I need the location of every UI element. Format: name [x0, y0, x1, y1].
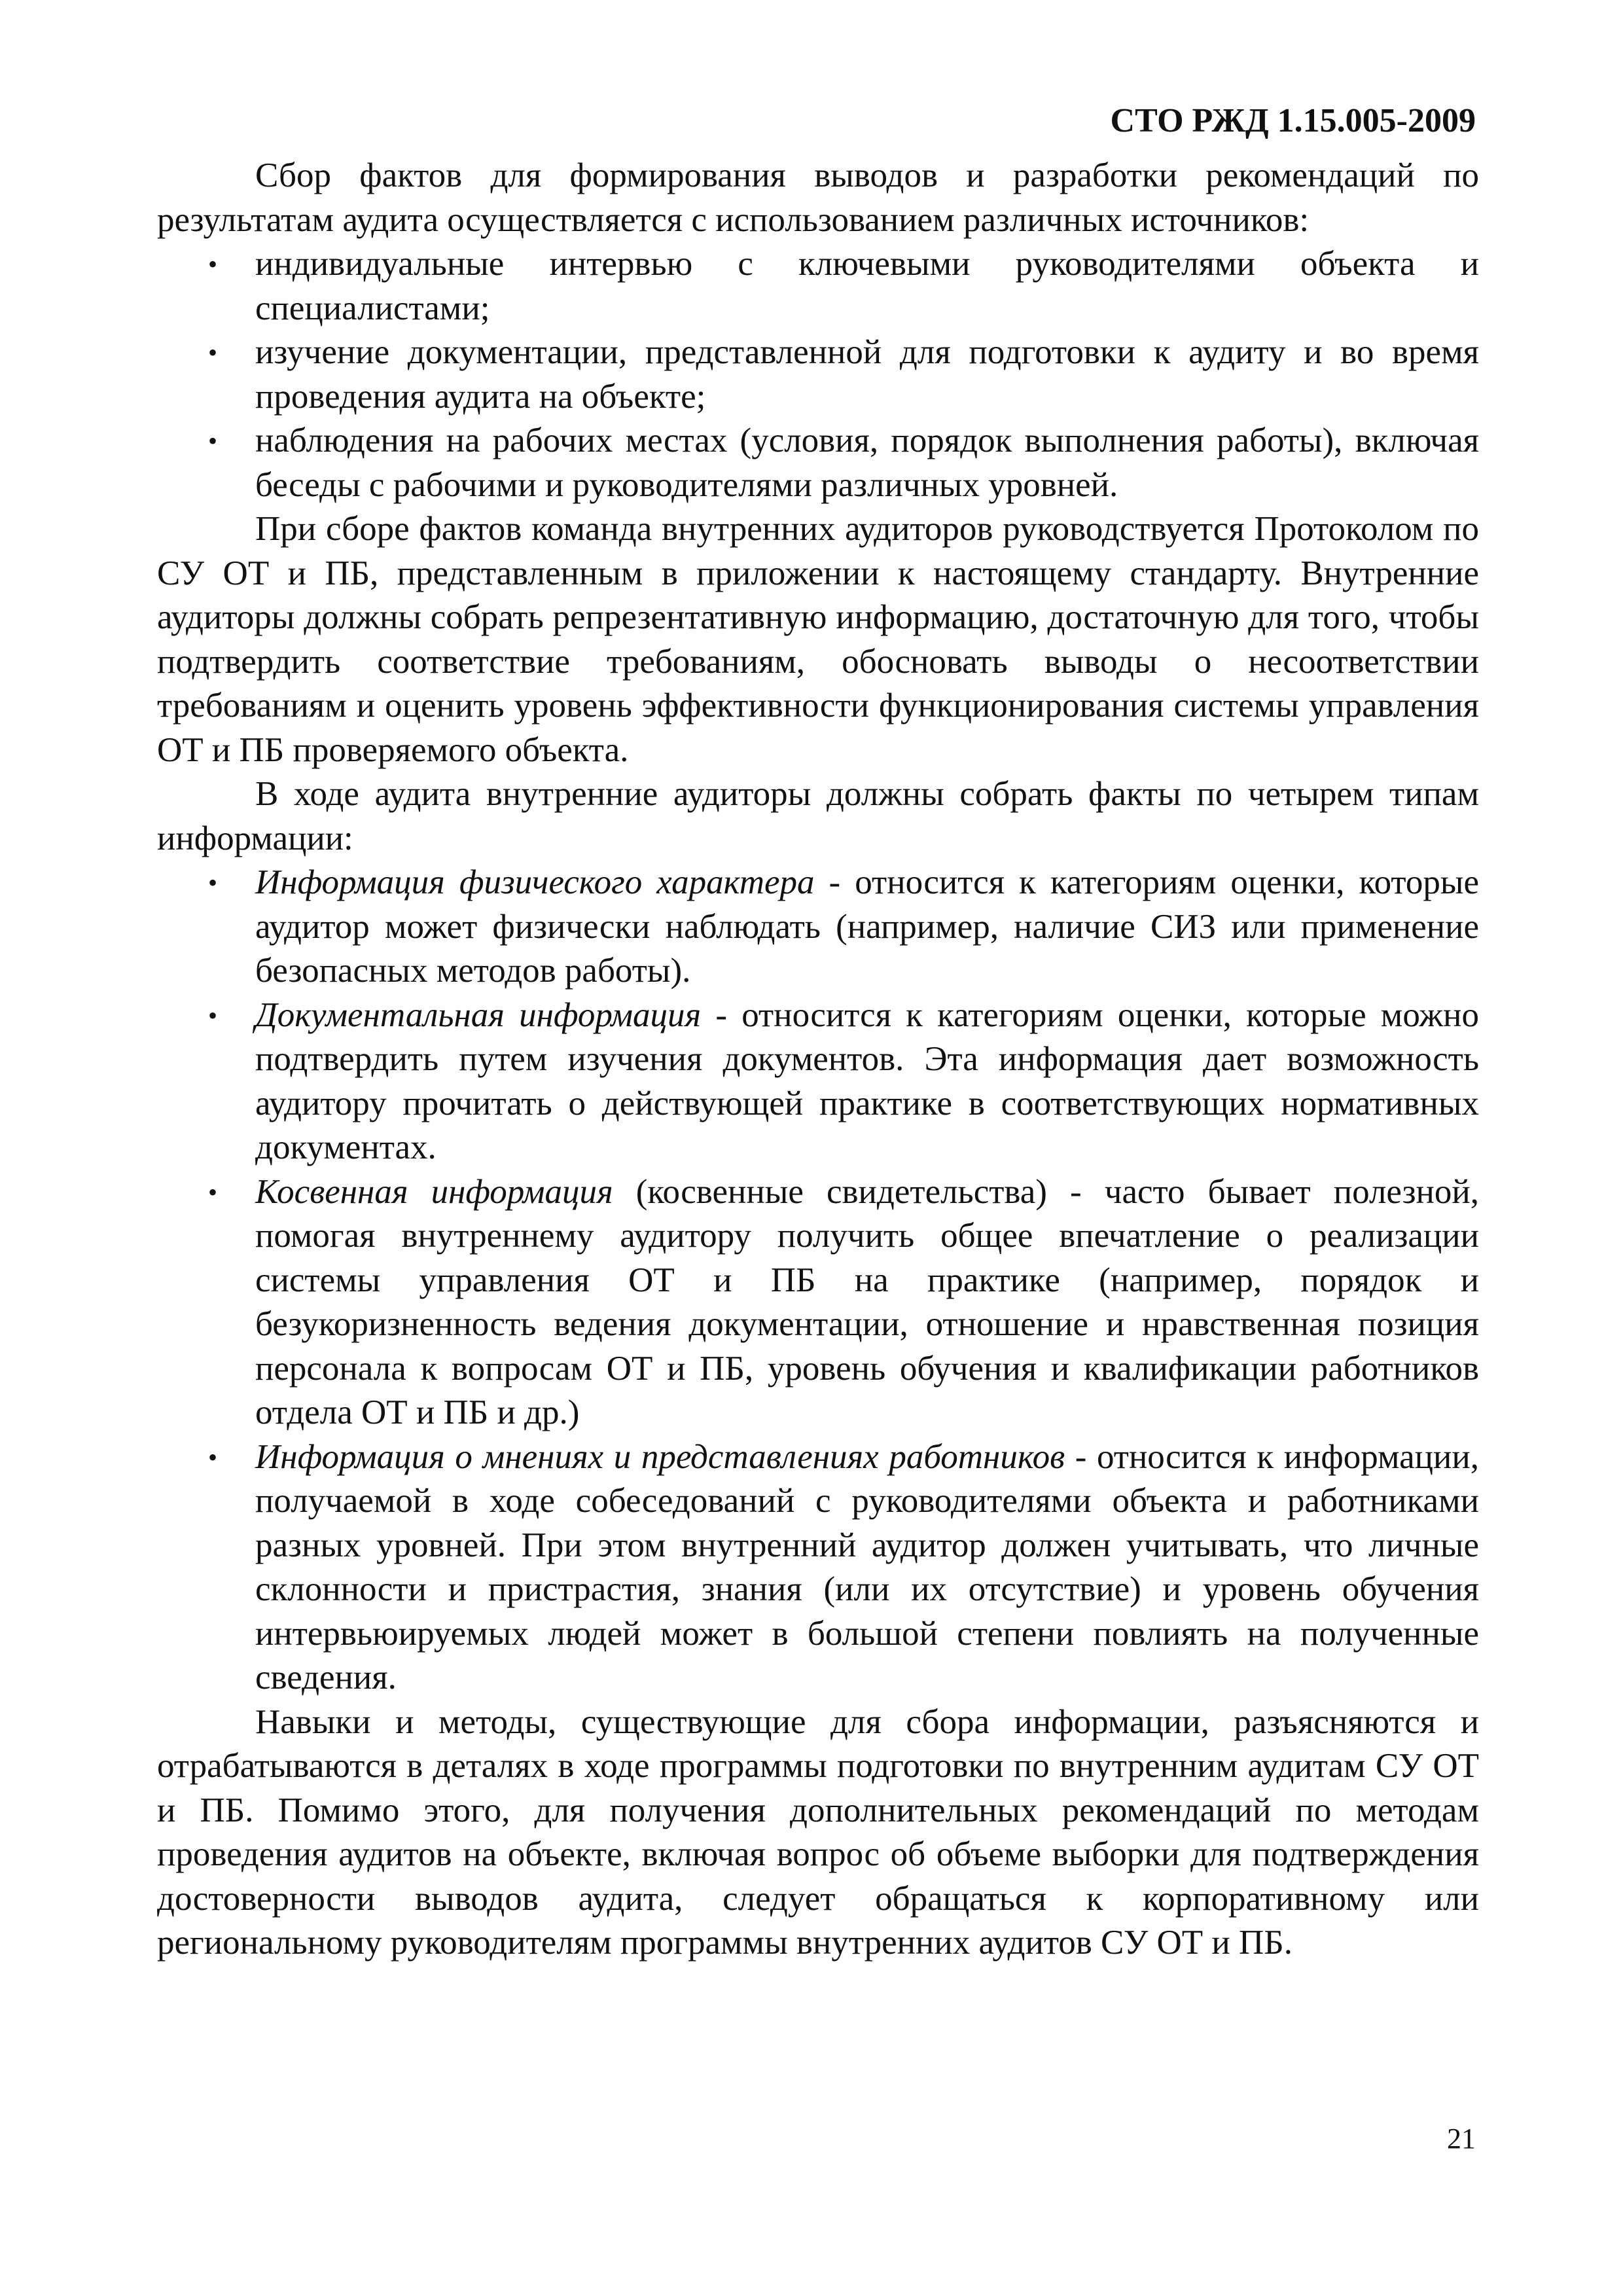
list-item-term: Косвенная информация: [255, 1172, 613, 1211]
list-item-text: - относится к информации, получаемой в ходе собеседований с руководителями объекта и работниками разных уровней. При этом внутренний аудитор должен учитывать, что личные склонности и пристрастия, знания (или их отсутствие) и уровень обучения интервьюируемых людей может в большой степени повлиять на полученные сведения.: [255, 1437, 1479, 1696]
bullet-icon: •: [208, 338, 218, 367]
list-item: [157, 1435, 1479, 1700]
list-item: [157, 419, 1479, 507]
list-item-term: Документальная информация: [255, 996, 702, 1034]
list-item: [157, 1170, 1479, 1435]
list-item-term: Информация о мнениях и представлениях работников: [255, 1437, 1065, 1476]
bullet-icon: •: [208, 1177, 218, 1207]
list-item-text: индивидуальные интервью с ключевыми руководителями объекта и специалистами;: [255, 245, 1479, 327]
list-item: [157, 331, 1479, 419]
bullet-icon: •: [208, 249, 218, 279]
bullet-icon: •: [208, 868, 218, 897]
list-item-text: - относится к категориям оценки, которые можно подтвердить путем изучения документов. Эта информация дает возможность аудитору прочитать о действующей практике в соответствующих нормативных документах.: [255, 996, 1479, 1166]
list-item-term: Информация физического характера: [255, 863, 815, 901]
page-body: [157, 154, 1479, 1965]
list-item-text: изучение документации, представленной для подготовки к аудиту и во время проведения аудита на объекте;: [255, 333, 1479, 416]
list-item: [157, 861, 1479, 994]
bullet-icon: •: [208, 1442, 218, 1472]
document-code-header: СТО РЖД 1.15.005-2009: [1110, 102, 1476, 139]
list-item-text: - относится к категориям оценки, которые аудитор может физически наблюдать (например, наличие СИЗ или применение безопасных методов работы).: [255, 863, 1479, 990]
paragraph-fact-collection-intro: Сбор фактов для формирования выводов и разработки рекомендаций по результатам аудита осуществляется с использованием различных источников:: [157, 156, 1479, 239]
bullet-icon: •: [208, 1000, 218, 1030]
bullet-icon: •: [208, 426, 218, 456]
information-types-list: [157, 861, 1479, 1700]
list-item: [157, 994, 1479, 1170]
list-item-text: (косвенные свидетельства) - часто бывает полезной, помогая внутреннему аудитору получить общее впечатление о реализации системы управления ОТ и ПБ на практике (например, порядок и безукоризненность ведения документации, отношение и нравственная позиция персонала к вопросам ОТ и ПБ, уровень обучения и квалификации работников отдела ОТ и ПБ и др.): [255, 1172, 1479, 1431]
list-item-text: наблюдения на рабочих местах (условия, порядок выполнения работы), включая беседы с рабочими и руководителями различных уровней.: [255, 422, 1479, 504]
sources-list: [157, 242, 1479, 507]
page-number: 21: [1447, 2123, 1476, 2155]
paragraph-protocol: При сборе фактов команда внутренних аудиторов руководствуется Протоколом по СУ ОТ и ПБ, представленным в приложении к настоящему стандарту. Внутренние аудиторы должны собрать репрезентативную информацию, достаточную для того, чтобы подтвердить соответствие требованиям, обосновать выводы о несоответствии требованиям и оценить уровень эффективности функционирования системы управления ОТ и ПБ проверяемого объекта.: [157, 510, 1479, 769]
list-item: [157, 242, 1479, 331]
paragraph-skills-methods: Навыки и методы, существующие для сбора информации, разъясняются и отрабатываются в деталях в ходе программы подготовки по внутренним аудитам СУ ОТ и ПБ. Помимо этого, для получения дополнительных рекомендаций по методам проведения аудитов на объекте, включая вопрос об объеме выборки для подтверждения достоверности выводов аудита, следует обращаться к корпоративному или региональному руководителям программы внутренних аудитов СУ ОТ и ПБ.: [157, 1702, 1479, 1962]
paragraph-information-types-intro: В ходе аудита внутренние аудиторы должны собрать факты по четырем типам информации:: [157, 775, 1479, 857]
